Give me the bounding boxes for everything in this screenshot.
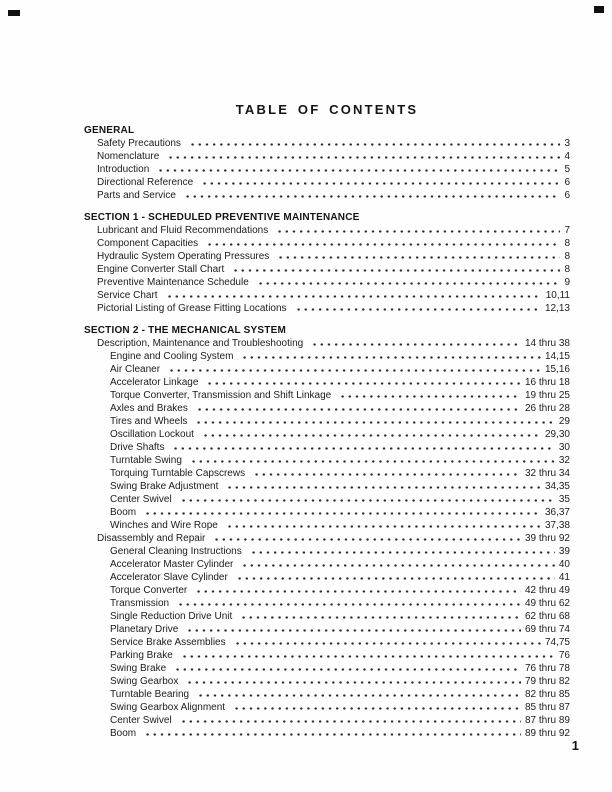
page-title: TABLE OF CONTENTS xyxy=(235,102,419,117)
entry-title: Accelerator Master Cylinder xyxy=(110,559,234,570)
entry-page: 6 xyxy=(564,177,570,188)
entry-page: 29,30 xyxy=(544,429,570,440)
toc-entry xyxy=(84,363,570,376)
entry-page: 26 thru 28 xyxy=(524,403,570,414)
scan-artifact-topright xyxy=(594,6,604,13)
entry-page: 34,35 xyxy=(544,481,570,492)
toc-entry xyxy=(84,337,570,350)
entry-page: 7 xyxy=(564,225,570,236)
toc-section xyxy=(84,211,570,315)
toc-list xyxy=(84,124,570,740)
dot-leader xyxy=(199,176,560,189)
toc-entry xyxy=(84,727,570,740)
toc-entry xyxy=(84,688,570,701)
entry-page: 39 thru 92 xyxy=(524,533,570,544)
dot-leader xyxy=(204,237,560,250)
dot-leader xyxy=(200,428,541,441)
entry-page: 5 xyxy=(564,164,570,175)
entry-title: Pictorial Listing of Grease Fitting Locations xyxy=(97,303,287,314)
dot-leader xyxy=(155,163,560,176)
toc-entry xyxy=(84,714,570,727)
entry-title: Planetary Drive xyxy=(110,624,179,635)
dot-leader xyxy=(179,649,555,662)
dot-leader xyxy=(251,467,521,480)
dot-leader xyxy=(184,623,521,636)
dot-leader xyxy=(239,350,541,363)
dot-leader xyxy=(234,571,555,584)
entry-title: Turntable Bearing xyxy=(110,689,190,700)
entry-page: 32 xyxy=(558,455,570,466)
dot-leader xyxy=(164,289,542,302)
entry-page: 8 xyxy=(564,251,570,262)
toc-entry xyxy=(84,545,570,558)
entry-title: Tires and Wheels xyxy=(110,416,188,427)
entry-title: Axles and Brakes xyxy=(110,403,188,414)
dot-leader xyxy=(238,610,521,623)
entry-page: 15,16 xyxy=(544,364,570,375)
dot-leader xyxy=(142,506,541,519)
toc-entry xyxy=(84,571,570,584)
toc-entry xyxy=(84,506,570,519)
section-heading: SECTION 2 - THE MECHANICAL SYSTEM xyxy=(84,325,286,336)
entry-title: Swing Brake Adjustment xyxy=(110,481,219,492)
dot-leader xyxy=(184,675,521,688)
toc-entry xyxy=(84,176,570,189)
entry-title: Swing Gearbox xyxy=(110,676,179,687)
dot-leader xyxy=(275,250,560,263)
entry-page: 14,15 xyxy=(544,351,570,362)
entry-page: 30 xyxy=(558,442,570,453)
entry-page: 42 thru 49 xyxy=(524,585,570,596)
entry-title: Directional Reference xyxy=(97,177,194,188)
toc-entry xyxy=(84,250,570,263)
toc-entry xyxy=(84,584,570,597)
dot-leader xyxy=(224,519,541,532)
toc-entry xyxy=(84,302,570,315)
entry-page: 12,13 xyxy=(544,303,570,314)
entry-page: 8 xyxy=(564,238,570,249)
dot-leader xyxy=(142,727,521,740)
dot-leader xyxy=(231,701,521,714)
entry-page: 82 thru 85 xyxy=(524,689,570,700)
entry-title: Component Capacities xyxy=(97,238,199,249)
toc-entry xyxy=(84,493,570,506)
entry-title: Torque Converter xyxy=(110,585,188,596)
entry-title: Swing Gearbox Alignment xyxy=(110,702,226,713)
entry-title: Preventive Maintenance Schedule xyxy=(97,277,249,288)
entry-title: Single Reduction Drive Unit xyxy=(110,611,233,622)
toc-entry xyxy=(84,389,570,402)
entry-title: Boom xyxy=(110,507,137,518)
entry-page: 41 xyxy=(558,572,570,583)
toc-entry xyxy=(84,415,570,428)
toc-entry xyxy=(84,441,570,454)
toc-entry xyxy=(84,428,570,441)
entry-title: Swing Brake xyxy=(110,663,167,674)
toc-entry xyxy=(84,454,570,467)
entry-page: 89 thru 92 xyxy=(524,728,570,739)
dot-leader xyxy=(182,189,561,202)
dot-leader xyxy=(166,363,541,376)
entry-title: Engine Converter Stall Chart xyxy=(97,264,225,275)
dot-leader xyxy=(224,480,541,493)
toc-entry xyxy=(84,701,570,714)
toc-entry xyxy=(84,662,570,675)
entry-page: 76 thru 78 xyxy=(524,663,570,674)
entry-page: 85 thru 87 xyxy=(524,702,570,713)
toc-entry xyxy=(84,649,570,662)
entry-title: Oscillation Lockout xyxy=(110,429,194,440)
entry-title: Nomenclature xyxy=(97,151,160,162)
entry-page: 49 thru 62 xyxy=(524,598,570,609)
toc-entry xyxy=(84,189,570,202)
toc-section xyxy=(84,324,570,740)
entry-title: Safety Precautions xyxy=(97,138,181,149)
entry-title: Hydraulic System Operating Pressures xyxy=(97,251,270,262)
dot-leader xyxy=(309,337,521,350)
dot-leader xyxy=(232,636,541,649)
entry-page: 35 xyxy=(558,494,570,505)
dot-leader xyxy=(239,558,555,571)
entry-title: Torquing Turntable Capscrews xyxy=(110,468,246,479)
entry-page: 16 thru 18 xyxy=(524,377,570,388)
entry-page: 36,37 xyxy=(544,507,570,518)
entry-page: 40 xyxy=(558,559,570,570)
entry-title: Disassembly and Repair xyxy=(97,533,206,544)
toc-entry xyxy=(84,597,570,610)
toc-entry xyxy=(84,558,570,571)
dot-leader xyxy=(230,263,560,276)
entry-title: General Cleaning Instructions xyxy=(110,546,242,557)
entry-page: 37,38 xyxy=(544,520,570,531)
toc-entry xyxy=(84,675,570,688)
toc-entry xyxy=(84,402,570,415)
toc-entry xyxy=(84,532,570,545)
entry-page: 76 xyxy=(558,650,570,661)
dot-leader xyxy=(337,389,521,402)
entry-page: 3 xyxy=(564,138,570,149)
toc-entry xyxy=(84,263,570,276)
toc-entry xyxy=(84,636,570,649)
entry-page: 14 thru 38 xyxy=(524,338,570,349)
entry-page: 79 thru 82 xyxy=(524,676,570,687)
entry-page: 10,11 xyxy=(545,290,570,301)
toc-section xyxy=(84,124,570,202)
toc-entry xyxy=(84,467,570,480)
dot-leader xyxy=(193,415,554,428)
entry-title: Lubricant and Fluid Recommendations xyxy=(97,225,269,236)
dot-leader xyxy=(193,584,521,597)
dot-leader xyxy=(178,714,521,727)
entry-title: Description, Maintenance and Troubleshooting xyxy=(97,338,304,349)
dot-leader xyxy=(255,276,561,289)
entry-title: Accelerator Slave Cylinder xyxy=(110,572,228,583)
entry-page: 62 thru 68 xyxy=(524,611,570,622)
entry-title: Accelerator Linkage xyxy=(110,377,199,388)
toc-entry xyxy=(84,610,570,623)
section-heading: GENERAL xyxy=(84,125,135,136)
entry-title: Winches and Wire Rope xyxy=(110,520,218,531)
dot-leader xyxy=(188,454,555,467)
toc-entry xyxy=(84,276,570,289)
entry-page: 4 xyxy=(564,151,570,162)
entry-title: Turntable Swing xyxy=(110,455,182,466)
entry-title: Center Swivel xyxy=(110,494,172,505)
entry-title: Air Cleaner xyxy=(110,364,161,375)
entry-title: Torque Converter, Transmission and Shift Linkage xyxy=(110,390,332,401)
toc-entry xyxy=(84,480,570,493)
entry-page: 74,75 xyxy=(544,637,570,648)
toc-entry xyxy=(84,163,570,176)
entry-title: Service Chart xyxy=(97,290,158,301)
entry-page: 19 thru 25 xyxy=(524,390,570,401)
entry-title: Engine and Cooling System xyxy=(110,351,234,362)
toc-entry xyxy=(84,224,570,237)
dot-leader xyxy=(204,376,521,389)
entry-page: 69 thru 74 xyxy=(524,624,570,635)
toc-entry xyxy=(84,519,570,532)
entry-title: Parking Brake xyxy=(110,650,173,661)
dot-leader xyxy=(194,402,521,415)
dot-leader xyxy=(170,441,554,454)
toc-entry xyxy=(84,376,570,389)
toc-entry xyxy=(84,623,570,636)
toc-entry xyxy=(84,350,570,363)
dot-leader xyxy=(172,662,521,675)
entry-title: Center Swivel xyxy=(110,715,172,726)
toc-entry xyxy=(84,289,570,302)
entry-title: Boom xyxy=(110,728,137,739)
dot-leader xyxy=(248,545,555,558)
dot-leader xyxy=(165,150,560,163)
dot-leader xyxy=(211,532,521,545)
entry-page: 9 xyxy=(564,277,570,288)
dot-leader xyxy=(175,597,521,610)
scan-artifact-topleft xyxy=(8,10,20,16)
dot-leader xyxy=(178,493,555,506)
entry-page: 32 thru 34 xyxy=(524,468,570,479)
entry-page: 87 thru 89 xyxy=(524,715,570,726)
entry-title: Introduction xyxy=(97,164,150,175)
dot-leader xyxy=(195,688,521,701)
entry-title: Transmission xyxy=(110,598,170,609)
entry-title: Service Brake Assemblies xyxy=(110,637,226,648)
entry-page: 39 xyxy=(558,546,570,557)
section-heading: SECTION 1 - SCHEDULED PREVENTIVE MAINTENANCE xyxy=(84,212,360,223)
page-number: 1 xyxy=(571,738,579,753)
dot-leader xyxy=(293,302,541,315)
entry-title: Drive Shafts xyxy=(110,442,165,453)
dot-leader xyxy=(274,224,560,237)
entry-page: 6 xyxy=(564,190,570,201)
toc-entry xyxy=(84,150,570,163)
toc-entry xyxy=(84,237,570,250)
entry-page: 8 xyxy=(564,264,570,275)
toc-entry xyxy=(84,137,570,150)
entry-title: Parts and Service xyxy=(97,190,176,201)
dot-leader xyxy=(187,137,561,150)
entry-page: 29 xyxy=(558,416,570,427)
